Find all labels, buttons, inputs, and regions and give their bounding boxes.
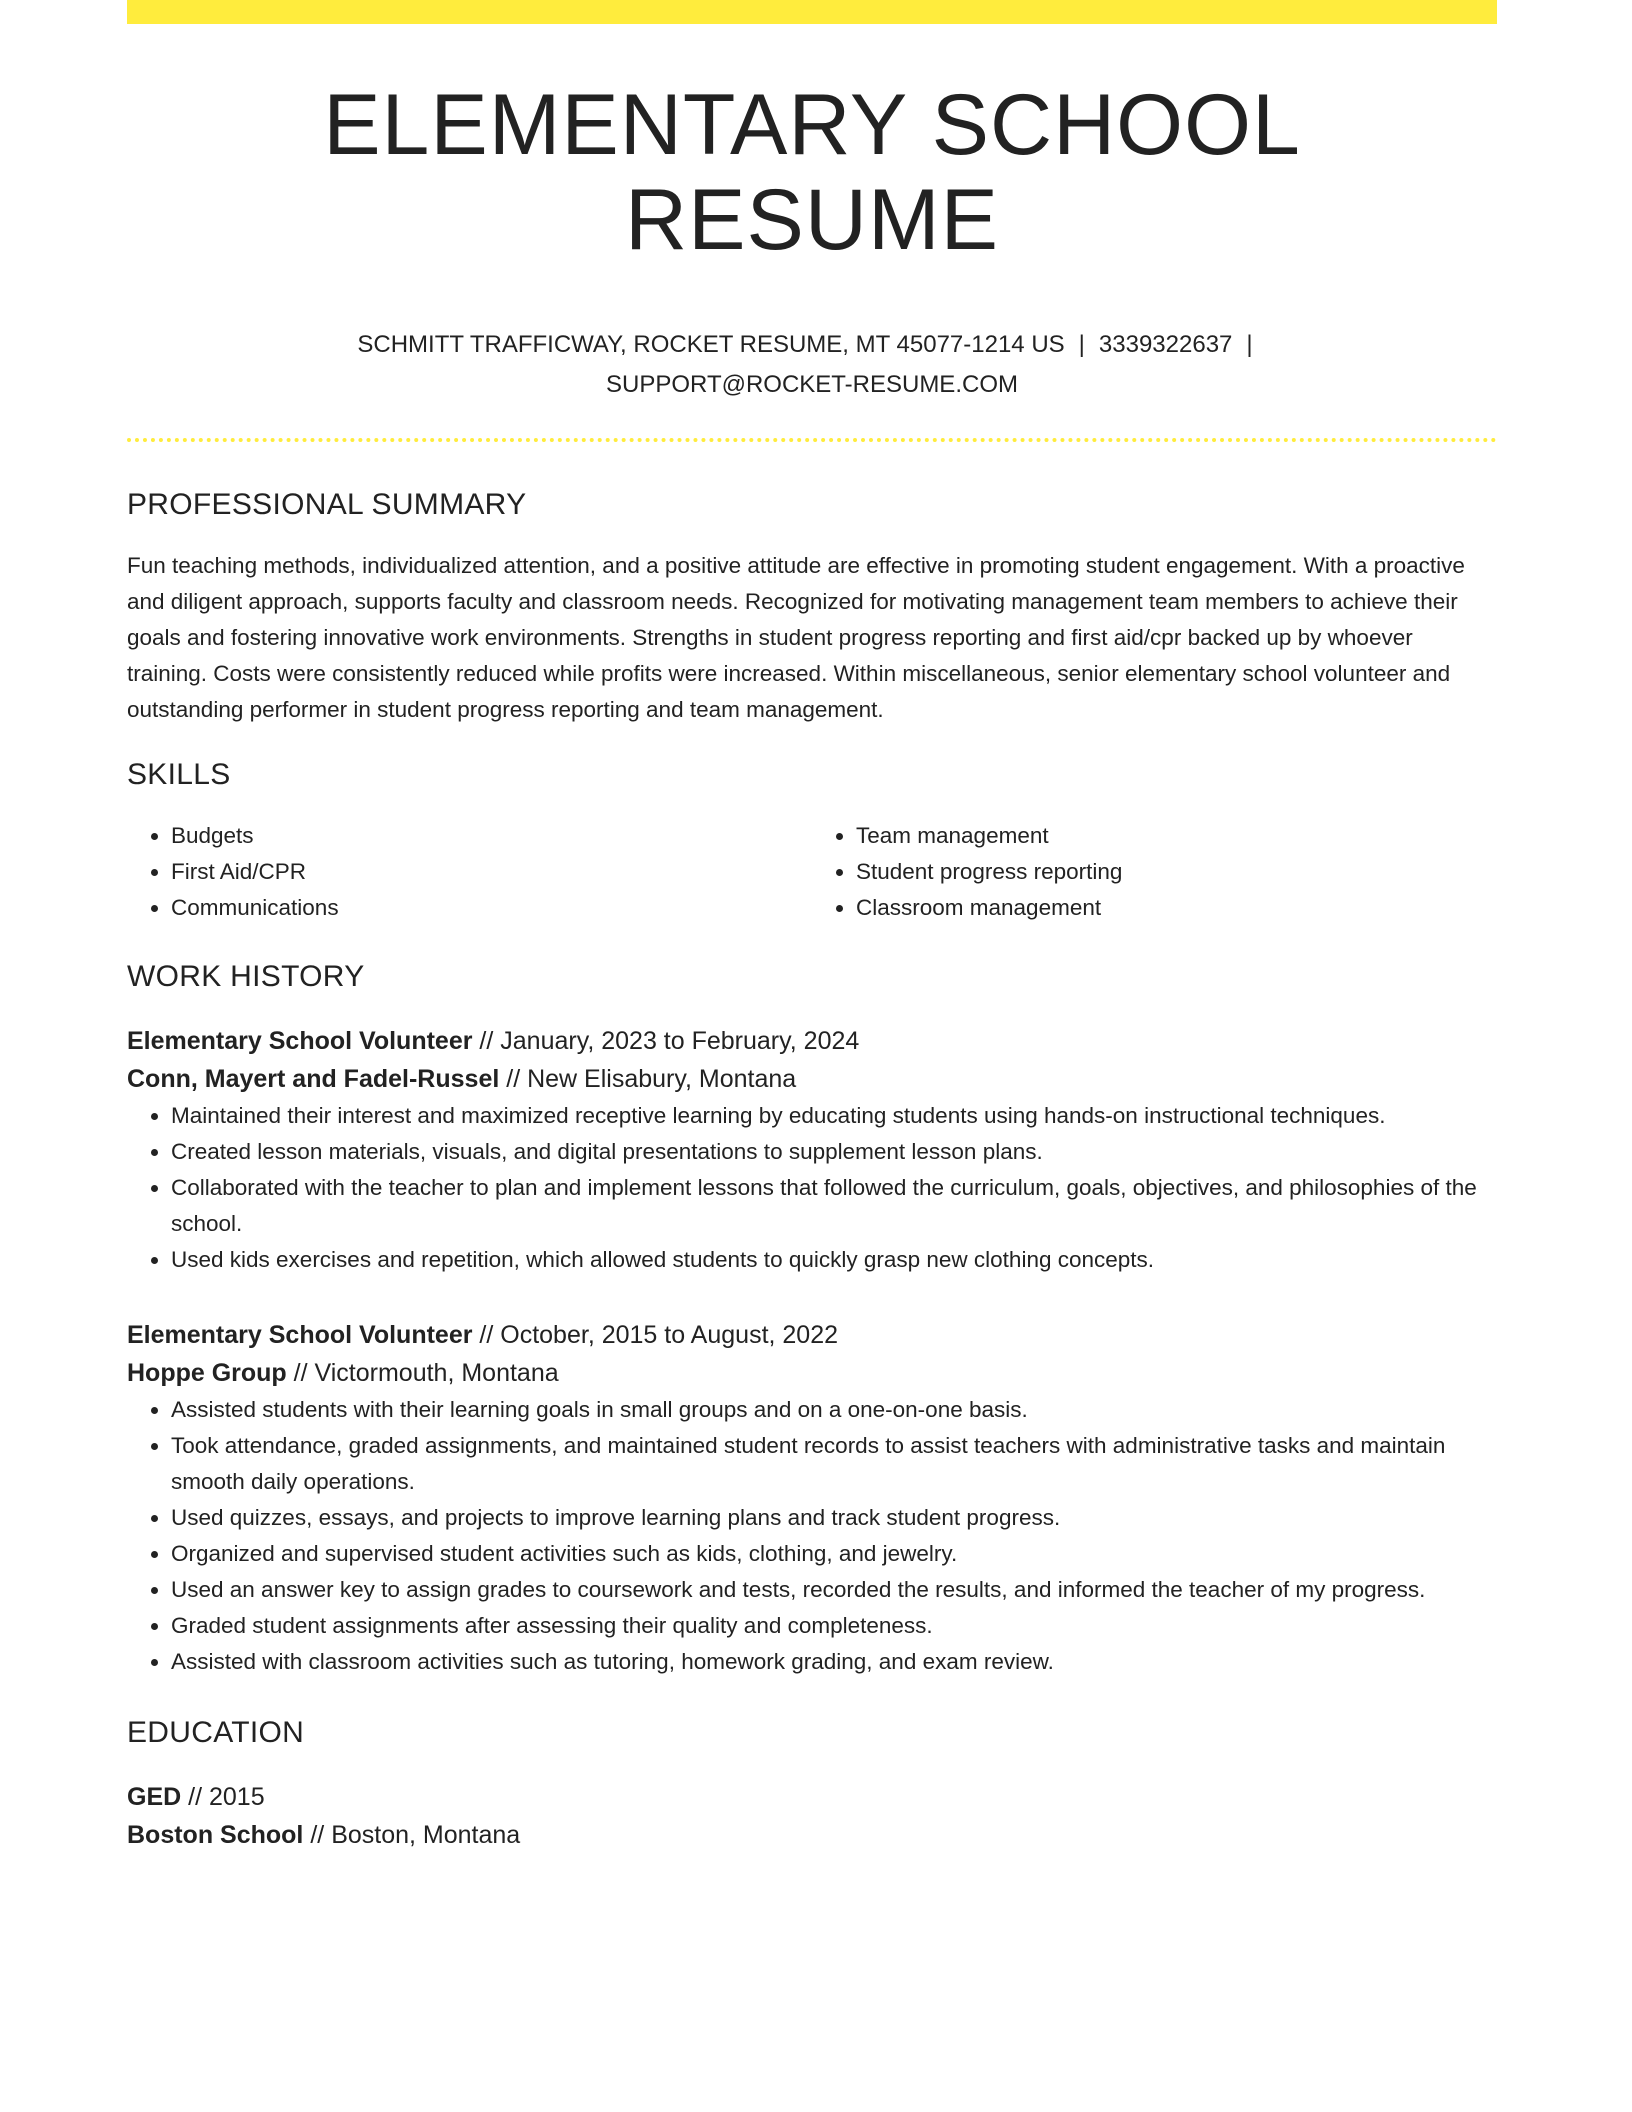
job-bullet: • Assisted with classroom activities such as tutoring, homework grading, and exam review. bbox=[171, 1644, 1497, 1680]
job-role-line bbox=[127, 1316, 1497, 1354]
skill-item: • First Aid/CPR bbox=[171, 854, 812, 890]
section-title-work-history: WORK HISTORY bbox=[127, 960, 365, 994]
job-bullet: • Used an answer key to assign grades to coursework and tests, recorded the results, and informed the teacher of my progress. bbox=[171, 1572, 1497, 1608]
email: SUPPORT@ROCKET-RESUME.COM bbox=[606, 371, 1018, 399]
phone: 3339322637 bbox=[1098, 331, 1233, 359]
job-bullet: • Graded student assignments after assessing their quality and completeness. bbox=[171, 1608, 1497, 1644]
job-role-line bbox=[127, 1022, 1497, 1060]
skill-item: • Classroom management bbox=[856, 890, 1497, 926]
address: SCHMITT TRAFFICWAY, ROCKET RESUME, MT 45077-1214 US bbox=[357, 331, 1065, 359]
field-separator: // bbox=[472, 1321, 501, 1350]
skills-column-right bbox=[812, 818, 1497, 926]
job-location: New Elisabury, Montana bbox=[527, 1065, 797, 1094]
job-company: Hoppe Group bbox=[127, 1359, 287, 1388]
job-company-line bbox=[127, 1060, 1497, 1098]
contact-separator: | bbox=[1246, 331, 1253, 359]
field-separator: // bbox=[472, 1027, 501, 1056]
job-bullet: • Collaborated with the teacher to plan and implement lessons that followed the curriculum, goals, objectives, and philosophies of the school. bbox=[171, 1170, 1497, 1242]
skills-grid bbox=[127, 818, 1497, 926]
job-role: Elementary School Volunteer bbox=[127, 1321, 473, 1350]
job-company-line bbox=[127, 1354, 1497, 1392]
job-bullet: • Used quizzes, essays, and projects to improve learning plans and track student progress. bbox=[171, 1500, 1497, 1536]
job-dates: October, 2015 to August, 2022 bbox=[500, 1321, 839, 1350]
job-bullets bbox=[127, 1098, 1497, 1278]
education-school-line bbox=[127, 1816, 1497, 1854]
job-company: Conn, Mayert and Fadel-Russel bbox=[127, 1065, 500, 1094]
section-title-skills: SKILLS bbox=[127, 758, 231, 792]
contact-info bbox=[312, 325, 1312, 405]
summary-text: Fun teaching methods, individualized attention, and a positive attitude are effective in promoting student engagement. With a proactive and diligent approach, supports faculty and classroom needs. Recognized for motivating management team members to achieve their goals and fostering innovative work environments. Strengths in student progress reporting and first aid/cpr backed up by whoever training. Costs were consistently reduced while profits were increased. Within miscellaneous, senior elementary school volunteer and outstanding performer in student progress reporting and team management. bbox=[127, 553, 1465, 723]
job-entry bbox=[127, 1316, 1497, 1680]
job-role: Elementary School Volunteer bbox=[127, 1027, 473, 1056]
top-accent-bar bbox=[127, 0, 1497, 24]
job-bullet: • Maintained their interest and maximized receptive learning by educating students using hands-on instructional techniques. bbox=[171, 1098, 1497, 1134]
job-bullet: • Used kids exercises and repetition, which allowed students to quickly grasp new clothing concepts. bbox=[171, 1242, 1497, 1278]
education-year: 2015 bbox=[208, 1783, 265, 1812]
education-school: Boston School bbox=[127, 1821, 304, 1850]
field-separator: // bbox=[499, 1065, 528, 1094]
field-separator: // bbox=[181, 1783, 209, 1812]
skill-item: • Budgets bbox=[171, 818, 812, 854]
field-separator: // bbox=[286, 1359, 315, 1388]
education-location: Boston, Montana bbox=[331, 1821, 521, 1850]
resume-page bbox=[127, 0, 1497, 1854]
skill-item: • Communications bbox=[171, 890, 812, 926]
job-bullets bbox=[127, 1392, 1497, 1680]
job-bullet: • Took attendance, graded assignments, and maintained student records to assist teachers with administrative tasks and maintain smooth daily operations. bbox=[171, 1428, 1497, 1500]
education-entry bbox=[127, 1778, 1497, 1854]
skills-column-left bbox=[127, 818, 812, 926]
section-title-summary: PROFESSIONAL SUMMARY bbox=[127, 488, 527, 522]
field-separator: // bbox=[303, 1821, 332, 1850]
skill-item: • Student progress reporting bbox=[856, 854, 1497, 890]
education-degree: GED bbox=[127, 1783, 182, 1812]
job-bullet: • Assisted students with their learning goals in small groups and on a one-on-one basis. bbox=[171, 1392, 1497, 1428]
job-dates: January, 2023 to February, 2024 bbox=[500, 1027, 860, 1056]
job-bullet: • Created lesson materials, visuals, and digital presentations to supplement lesson plans. bbox=[171, 1134, 1497, 1170]
skill-item: • Team management bbox=[856, 818, 1497, 854]
job-bullet: • Organized and supervised student activities such as kids, clothing, and jewelry. bbox=[171, 1536, 1497, 1572]
contact-separator: | bbox=[1078, 331, 1085, 359]
education-degree-line bbox=[127, 1778, 1497, 1816]
section-title-education: EDUCATION bbox=[127, 1716, 305, 1750]
dotted-divider bbox=[127, 438, 1497, 442]
job-entry bbox=[127, 1022, 1497, 1278]
resume-title: ELEMENTARY SCHOOL RESUME bbox=[323, 77, 1301, 268]
job-location: Victormouth, Montana bbox=[314, 1359, 559, 1388]
